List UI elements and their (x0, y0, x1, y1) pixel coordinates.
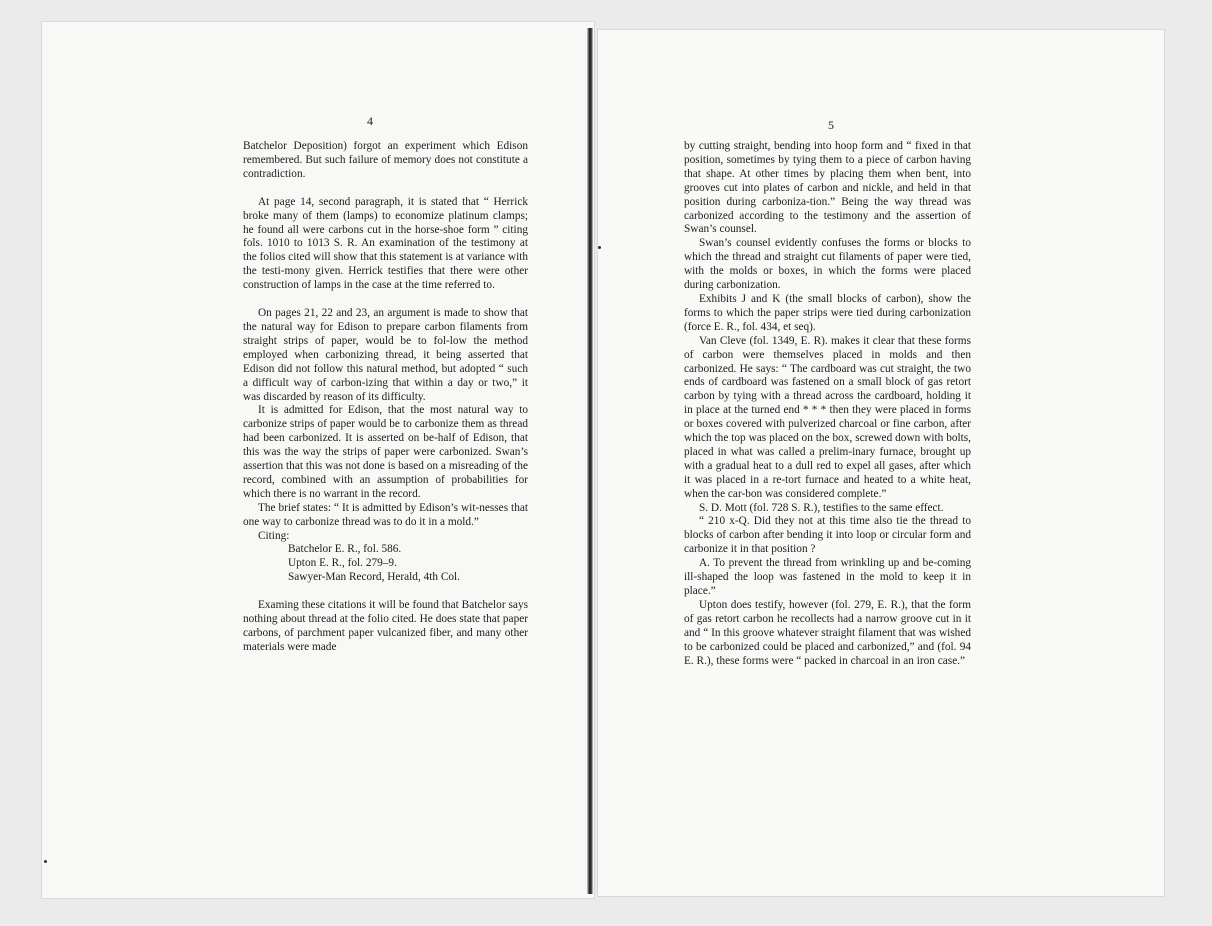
paragraph: A. To prevent the thread from wrinkling up and be-coming ill-shaped the loop was fastened in the mold to keep it in place.” (684, 557, 971, 597)
paragraph: Examing these citations it will be found that Batchelor says nothing about thread at the folio cited. He does state that paper carbons, of parchment paper vulcanized fiber, and many other materials were made (243, 599, 528, 653)
paragraph: On pages 21, 22 and 23, an argument is made to show that the natural way for Edison to prepare carbon filaments from straight strips of paper, would be to fol-low the method employed when carbonizing thread, it being asserted that Edison did not follow this natural method, but adopted “ such a difficult way of carbon-izing that within a day or two,” it was discarded by reason of its difficulty. (243, 307, 528, 403)
paragraph: by cutting straight, bending into hoop form and “ fixed in that position, sometimes by tying them to a piece of carbon having that shape. At other times by placing them when bent, into grooves cut into plates of carbon and nickle, and held in that position during carboniza-tion.” Being the way thread was carbonized according to the testimony and the assertion of Swan’s counsel. (684, 140, 971, 236)
scan-speck (598, 246, 601, 249)
paragraph: S. D. Mott (fol. 728 S. R.), testifies to the same effect. (699, 501, 944, 514)
paragraph: Upton does testify, however (fol. 279, E. R.), that the form of gas retort carbon he recollects had a narrow groove cut in it and “ In this groove whatever straight filament that was wished to be carbonized could be placed and carbonized,” and (fol. 94 E. R.), these forms were “ packed in charcoal in an iron case.” (684, 598, 971, 667)
paragraph: The brief states: “ It is admitted by Edison’s wit-nesses that one way to carbonize thread was to do it in a mold.” (243, 501, 528, 528)
paragraph: Batchelor Deposition) forgot an experiment which Edison remembered. But such failure of memory does not constitute a contradiction. (243, 140, 528, 180)
paragraph: Swan’s counsel evidently confuses the forms or blocks to which the thread and straight cut filaments of paper were tied, with the molds or boxes, in which the forms were placed during carbonization. (684, 237, 971, 292)
paragraph: Van Cleve (fol. 1349, E. R). makes it clear that these forms of carbon were themselves placed in molds and then carbonized. He says: “ The cardboard was cut straight, the two ends of cardboard was fastened on a small block of gas retort carbon by tying with a thread across the cardboard, holding it in place at the turned end * * * then they were placed in forms or boxes covered with pulverized charcoal or fine carbon, after which the top was placed on the box, screwed down with bolts, placed in what was called a prelim-inary furnace, brought up with a gradual heat to a dull red to expel all gases, after which it was placed in a re-tort furnace and heated to a white heat, when the car-bon was considered complete.” (684, 334, 971, 500)
left-page (42, 22, 594, 898)
paragraph: Exhibits J and K (the small blocks of carbon), show the forms to which the paper strips were tied during carbonization (force E. R., fol. 434, et seq). (684, 292, 971, 333)
paragraph: “ 210 x-Q. Did they not at this time also tie the thread to blocks of carbon after bending it into loop or circular form and carbonize it in that position ? (684, 515, 971, 556)
citation-line: Sawyer-Man Record, Herald, 4th Col. (288, 571, 461, 584)
page-number: 4 (367, 114, 373, 128)
citation-line: Upton E. R., fol. 279–9. (288, 557, 397, 570)
page-number: 5 (828, 118, 834, 132)
left-page-text (243, 140, 528, 655)
right-page (598, 30, 1164, 896)
paragraph: It is admitted for Edison, that the most natural way to carbonize strips of paper would be to carbonize them as thread had been carbonized. It is asserted on be-half of Edison, that this was the way the strips of paper were carbonized. Swan’s assertion that this was not done is based on a misreading of the record, combined with an assumption of probabilities for which there is no warrant in the record. (243, 404, 528, 500)
right-page-text (684, 140, 971, 668)
book-gutter (587, 28, 593, 894)
scan-speck (44, 860, 47, 863)
paragraph: Citing: (258, 529, 290, 542)
paragraph: At page 14, second paragraph, it is stated that “ Herrick broke many of them (lamps) to economize platinum clamps; he found all were carbons cut in the horse-shoe form ” citing fols. 1010 to 1013 S. R. An examination of the testimony at the folios cited will show that this statement is at variance with the testi-mony given. Herrick testifies that there were other construction of lamps in the case at the time referred to. (243, 195, 528, 292)
citation-line: Batchelor E. R., fol. 586. (288, 543, 402, 556)
